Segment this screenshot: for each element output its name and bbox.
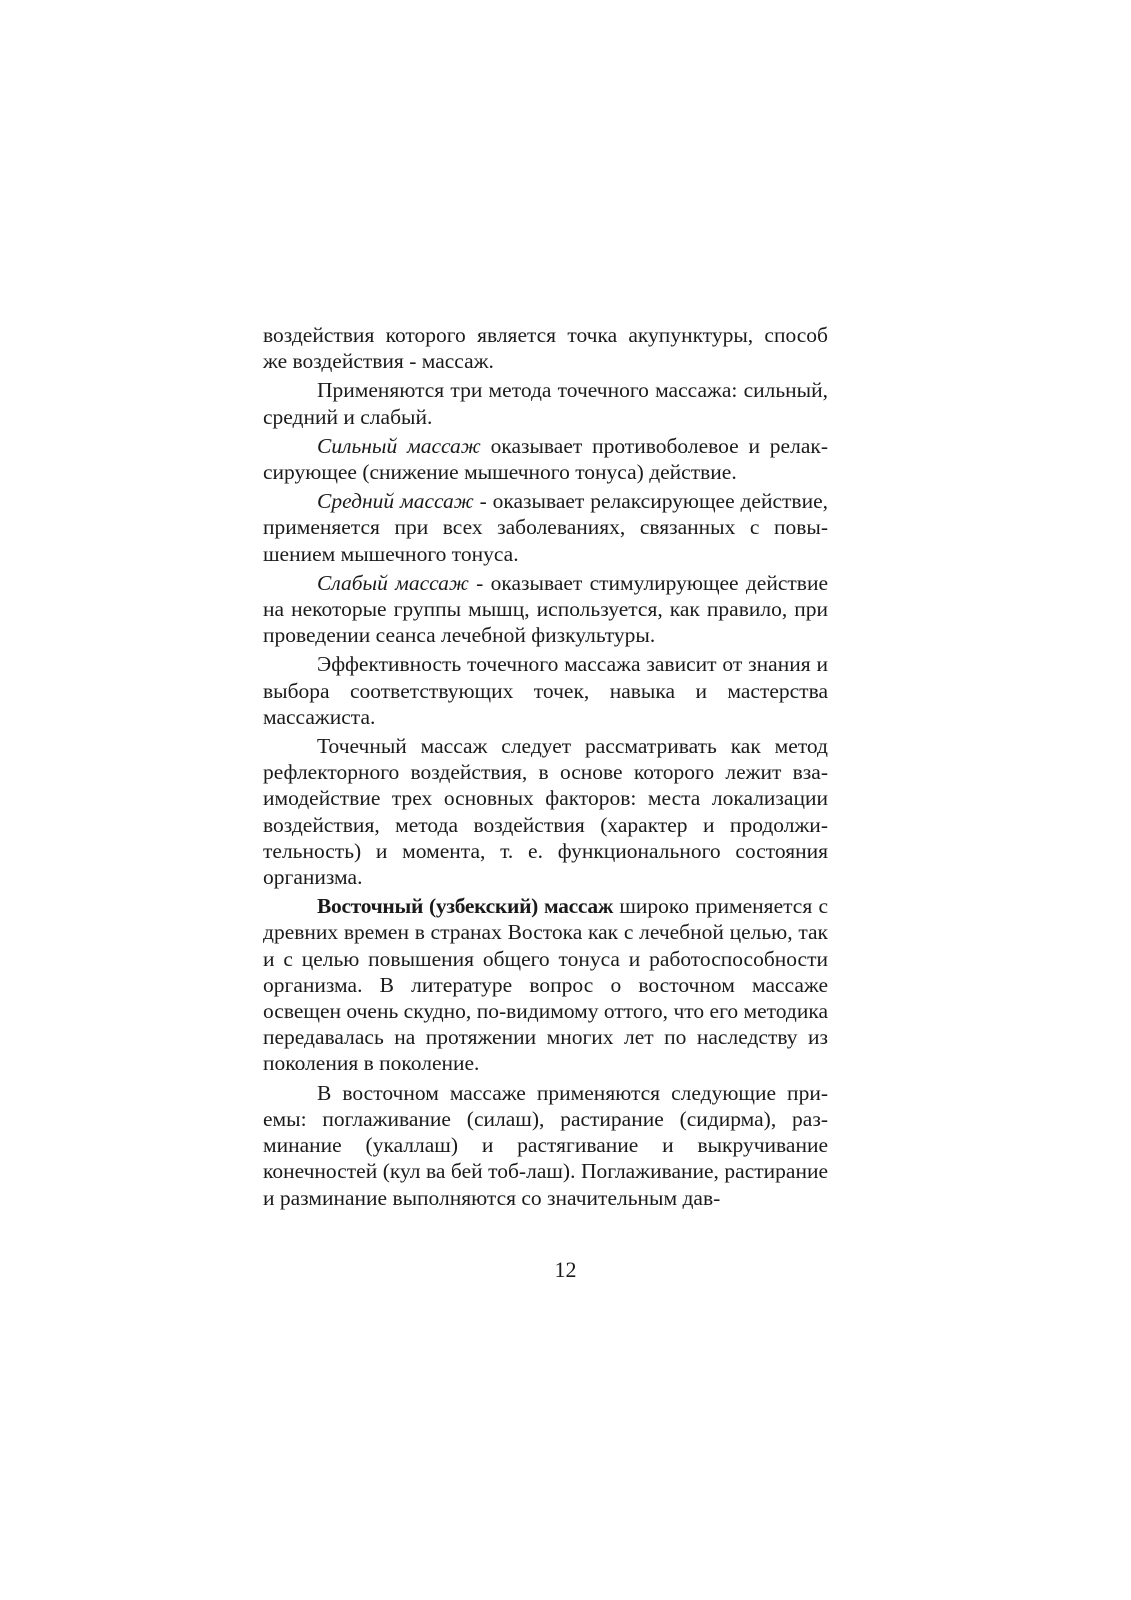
paragraph [263, 570, 828, 649]
paragraph [263, 322, 828, 374]
paragraph [263, 893, 828, 1076]
paragraph [263, 1080, 828, 1211]
paragraph-text: Применяются три метода точечного массажа: сильный, средний и слабый. [263, 378, 828, 429]
paragraph [263, 377, 828, 429]
paragraph-text: - оказывает стимулирующее действие на некоторые группы мышц, используется, как правило, при проведении сеанса лечебной физкультуры. [263, 570, 828, 648]
paragraph-text: оказывает противоболевое и релаксирующее (снижение мышечного тонуса) действие. [263, 433, 828, 485]
paragraph-text: В восточном массаже применяются следующие приемы: поглаживание (силаш), растирание (сидирма), разминание (укаллаш) и растягивание и выкручивание конечностей (кул ва бей тоб-лаш). Поглаживание, растирание и разминание выполняются со значительным дав- [263, 1080, 828, 1210]
page-number: 12 [554, 1257, 577, 1282]
paragraph [263, 651, 828, 730]
paragraph-text: Эффективность точечного массажа зависит от знания и выбора соответствующих точек, навыка и мастерства массажиста. [263, 652, 828, 729]
bold-heading-term: Восточный (узбекский) массаж [317, 894, 614, 919]
italic-term: Средний массаж [317, 489, 474, 514]
body-text [263, 322, 828, 1214]
italic-term: Слабый массаж [317, 570, 469, 595]
italic-term: Сильный массаж [317, 433, 481, 458]
paragraph-text: Точечный массаж следует рассматривать как метод рефлекторного воздействия, в основе которого лежит взаимодействие трех основных факторов: места локализации воздействия, метода воздействия (характер и продолжительность) и момента, т. е. функционального состояния организма. [263, 734, 828, 890]
paragraph [263, 433, 828, 485]
paragraph-text: широко применяется с древних времен в странах Востока как с лечебной целью, так и с целью повышения общего тонуса и работоспособности организма. В литературе вопрос о восточном массаже освещен очень скудно, по-видимому оттого, что его методика передавалась на протяжении многих лет по наследству из поколения в поколение. [263, 894, 828, 1076]
paragraph [263, 733, 828, 890]
paragraph-text: - оказывает релаксирующее действие, применяется при всех заболеваниях, связанных с повышением мышечного тонуса. [263, 489, 828, 566]
paragraph [263, 488, 828, 567]
paragraph-text: воздействия которого является точка акупунктуры, способ же воздействия - массаж. [263, 323, 828, 374]
